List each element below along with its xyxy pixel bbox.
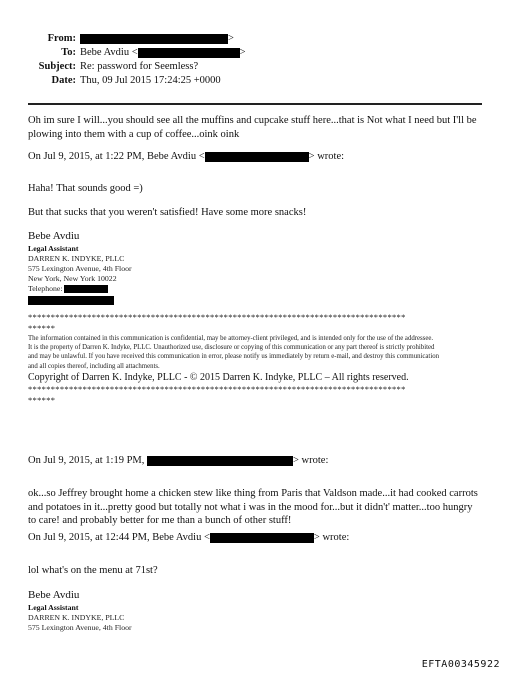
subject-row: [0, 60, 512, 74]
separator-stars-tail: ******: [28, 394, 56, 405]
subject-label: Subject:: [38, 61, 76, 72]
subject-value: Re: password for Seemless?: [80, 61, 199, 72]
redaction-box: [138, 48, 240, 58]
email-header: [0, 32, 512, 88]
redaction-box: [80, 34, 228, 44]
signature-name: Bebe Avdiu: [28, 589, 80, 601]
header-divider: [28, 103, 482, 105]
disclaimer-line: The information contained in this communication is confidential, may be attorney-client privileged, and is intended only for the use of the addressee.: [28, 335, 434, 342]
message-body: ok...so Jeffrey brought home a chicken stew like thing from Paris that Valdson made...it had cooked carrots and potatoes in it...pretty good but totally not what i was in the mood for...but it didn't' matter...too hungry to care! and probably better for me than a bunch of other stuff!: [28, 488, 478, 526]
from-label: From:: [47, 33, 76, 44]
message-line: Haha! That sounds good =): [28, 183, 143, 194]
from-suffix: >: [228, 33, 234, 44]
signature-address-1: 575 Lexington Avenue, 4th Floor: [28, 263, 132, 273]
disclaimer-line: and may be unlawful. If you have received this communication in error, please notify us immediately by return e-mail, and destroy this communication: [28, 353, 440, 361]
signature-firm: DARREN K. INDYKE, PLLC: [28, 612, 125, 622]
date-row: [0, 74, 512, 88]
signature-address-2: New York, New York 10022: [28, 273, 117, 283]
quote-header: On Jul 9, 2015, at 12:44 PM, Bebe Avdiu < > wrote:: [28, 532, 350, 543]
message-line: But that sucks that you weren't satisfied! Have some more snacks!: [28, 207, 307, 218]
signature-title: Legal Assistant: [28, 243, 79, 253]
redaction-box: [64, 285, 108, 293]
signature-firm: DARREN K. INDYKE, PLLC: [28, 253, 125, 263]
signature: [28, 230, 478, 307]
redaction-box: [147, 456, 293, 466]
to-label: To:: [61, 47, 76, 58]
separator-stars: ***********************************************************************************: [28, 312, 406, 322]
disclaimer: [28, 312, 488, 406]
signature-address-1: 575 Lexington Avenue, 4th Floor: [28, 622, 132, 632]
redaction-box: [205, 152, 309, 162]
bates-number: EFTA00345922: [421, 659, 500, 670]
signature: [28, 589, 478, 633]
to-row: [0, 46, 512, 60]
date-value: Thu, 09 Jul 2015 17:24:25 +0000: [80, 75, 221, 86]
date-label: Date:: [51, 75, 76, 86]
quote-header: On Jul 9, 2015, at 1:19 PM, > wrote:: [28, 455, 329, 466]
copyright-notice: Copyright of Darren K. Indyke, PLLC - © 2015 Darren K. Indyke, PLLC – All rights reserved.: [28, 371, 409, 383]
redaction-box: [210, 533, 314, 543]
quote-header: On Jul 9, 2015, at 1:22 PM, Bebe Avdiu < > wrote:: [28, 151, 345, 162]
reply-body: Oh im sure I will...you should see all the muffins and cupcake stuff here...that is Not what I need but I'll be plowing into them with a cup of coffee...oink oink: [28, 115, 477, 140]
separator-stars: ***********************************************************************************: [28, 383, 406, 394]
disclaimer-line: and all copies thereof, including all attachments.: [28, 362, 160, 370]
redaction-box: [28, 296, 114, 305]
signature-title: Legal Assistant: [28, 602, 79, 612]
to-value: Bebe Avdiu <: [80, 47, 138, 58]
signature-telephone: Telephone:: [28, 284, 478, 294]
to-suffix: >: [239, 47, 246, 58]
separator-stars-tail: ******: [28, 323, 56, 333]
message-line: lol what's on the menu at 71st?: [28, 565, 158, 576]
signature-name: Bebe Avdiu: [28, 230, 80, 242]
disclaimer-line: It is the property of Darren K. Indyke, PLLC. Unauthorized use, disclosure or copying of this communication or any part thereof is strictly prohibited: [28, 344, 435, 352]
from-row: [0, 32, 512, 46]
